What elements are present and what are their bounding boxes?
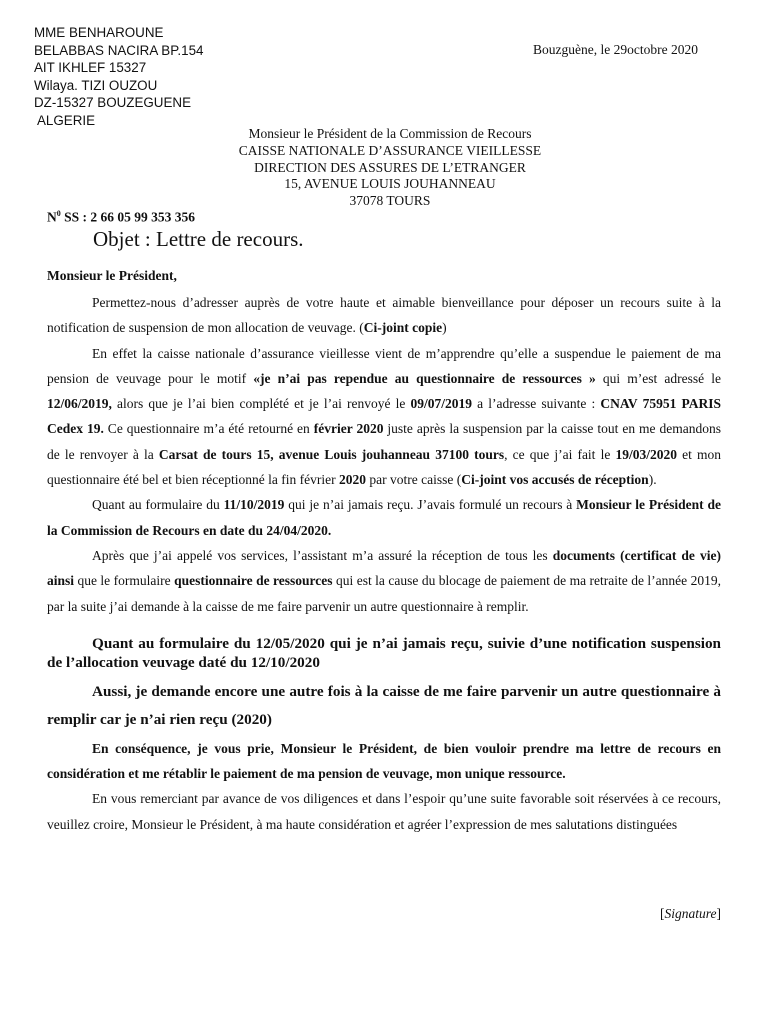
- social-security-number: [47, 209, 195, 226]
- text-run: Quant au formulaire du: [92, 497, 224, 513]
- text-run-bold: 2020: [339, 472, 366, 488]
- paragraph-2: [47, 341, 721, 493]
- ss-prefix: N: [47, 209, 57, 225]
- salutation: Monsieur le Président,: [47, 268, 177, 283]
- paragraph-6: Aussi, je demande encore une autre fois à la caisse de me faire parvenir un autre questionnaire à remplir car je n’ai rien reçu (2020): [47, 682, 721, 728]
- text-run: En effet la caisse nationale d’assurance vieillesse vient de m’apprendre qu’elle a suspendue le paiement de ma pension de veuvage pour le motif: [47, 345, 721, 386]
- sender-line: BELABBAS NACIRA BP.154: [34, 42, 204, 58]
- text-run-bold: «je n’ai pas rependue au questionnaire de ressources »: [253, 370, 596, 386]
- bracket-open: [: [660, 906, 665, 921]
- recipient-address: [150, 126, 630, 210]
- ss-value: SS : 2 66 05 99 353 356: [60, 209, 196, 225]
- text-run: qui est la cause du blocage de paiement de ma retraite de l’année 2019, par la suite j’ai demande à la caisse de me faire parvenir un autre questionnaire à remplir.: [47, 573, 721, 614]
- sender-name: MME BENHAROUNE: [34, 25, 164, 40]
- paragraph-7: En conséquence, je vous prie, Monsieur le Président, de bien vouloir prendre ma lettre de recours en considération et me rétablir le paiement de ma pension de veuvage, mon unique ressource.: [47, 740, 721, 782]
- bracket-close: ]: [716, 906, 721, 921]
- text-run-bold: février 2020: [313, 421, 384, 437]
- sender-line: DZ-15327 BOUZEGUENE: [34, 95, 192, 111]
- text-run: Ce questionnaire m’a été retourné en: [103, 421, 314, 437]
- text-run: par votre caisse (: [366, 472, 462, 488]
- text-run: juste après la suspension par la caisse tout en me demandons de le renvoyer à la: [47, 421, 721, 462]
- text-run-bold: 19/03/2020: [615, 446, 677, 462]
- sender-line: Wilaya. TIZI OUZOU: [34, 77, 158, 93]
- sender-country: ALGERIE: [34, 112, 96, 128]
- text-run-bold: 11/10/2019: [223, 497, 285, 513]
- recipient-line: Monsieur le Président de la Commission de Recours: [248, 126, 532, 141]
- subject-line: Objet : Lettre de recours.: [93, 227, 304, 251]
- signature-label: Signature: [664, 906, 717, 921]
- recipient-line: 15, AVENUE LOUIS JOUHANNEAU: [284, 176, 496, 192]
- text-run-bold: Ci-joint vos accusés de réception: [461, 472, 649, 488]
- text-run: que le formulaire: [74, 573, 175, 589]
- text-run: ).: [648, 472, 657, 488]
- recipient-line: DIRECTION DES ASSURES DE L’ETRANGER: [254, 159, 526, 175]
- sender-address: [34, 24, 203, 130]
- text-run: et mon questionnaire été bel et bien réceptionné la fin février: [47, 446, 721, 488]
- paragraph-3: [47, 492, 721, 543]
- text-run: qui je n’ai jamais reçu. J’avais formulé un recours à: [284, 497, 577, 513]
- sender-line: AIT IKHLEF 15327: [34, 60, 147, 76]
- text-run-bold: questionnaire de ressources: [174, 573, 333, 589]
- ss-superscript: 0: [56, 209, 61, 218]
- text-run-bold: CNAV 75951 PARIS Cedex 19.: [47, 396, 721, 437]
- text-run-bold: Carsat de tours 15, avenue Louis jouhanneau 37100 tours: [158, 446, 505, 462]
- text-run: qui m’est adressé le: [595, 370, 721, 386]
- paragraph-4: [47, 543, 721, 619]
- text-run-bold: Ci-joint copie: [363, 320, 443, 336]
- text-run: alors que je l’ai bien complété et je l’ai renvoyé le: [111, 396, 411, 412]
- text-run-bold: 12/06/2019,: [47, 396, 112, 412]
- recipient-line: CAISSE NATIONALE D’ASSURANCE VIEILLESSE: [238, 142, 542, 158]
- paragraph-5: Quant au formulaire du 12/05/2020 qui je n’ai jamais reçu, suivie d’une notification suspension de l’allocation veuvage daté du 12/10/2020: [47, 634, 721, 671]
- text-run-bold: documents (certificat de vie) ainsi: [47, 547, 721, 589]
- paragraph-8: En vous remerciant par avance de vos diligences et dans l’espoir qu’une suite favorable soit réservées à ce recours, veuillez croire, Monsieur le Président, à ma haute considération et agréer l’expression de mes salutations distinguées: [47, 791, 721, 832]
- letter-body: [47, 290, 721, 837]
- text-run-bold: Monsieur le Président de la Commission de Recours en date du 24/04/2020.: [47, 497, 721, 538]
- text-run: , ce que j’ai fait le: [504, 446, 616, 462]
- signature-placeholder: [660, 906, 721, 922]
- text-run-bold: 09/07/2019: [410, 396, 472, 412]
- paragraph-1: [47, 290, 721, 341]
- recipient-line: 37078 TOURS: [349, 193, 431, 209]
- letter-date: Bouzguène, le 29octobre 2020: [533, 42, 698, 57]
- text-run: Après que j’ai appelé vos services, l’assistant m’a assuré la réception de tous les: [92, 547, 553, 563]
- text-run: ): [442, 320, 447, 336]
- text-run: Permettez-nous d’adresser auprès de votre haute et aimable bienveillance pour déposer un recours suite à la notification de suspension de mon allocation de veuvage. (: [47, 295, 721, 336]
- text-run: a l’adresse suivante :: [472, 396, 601, 412]
